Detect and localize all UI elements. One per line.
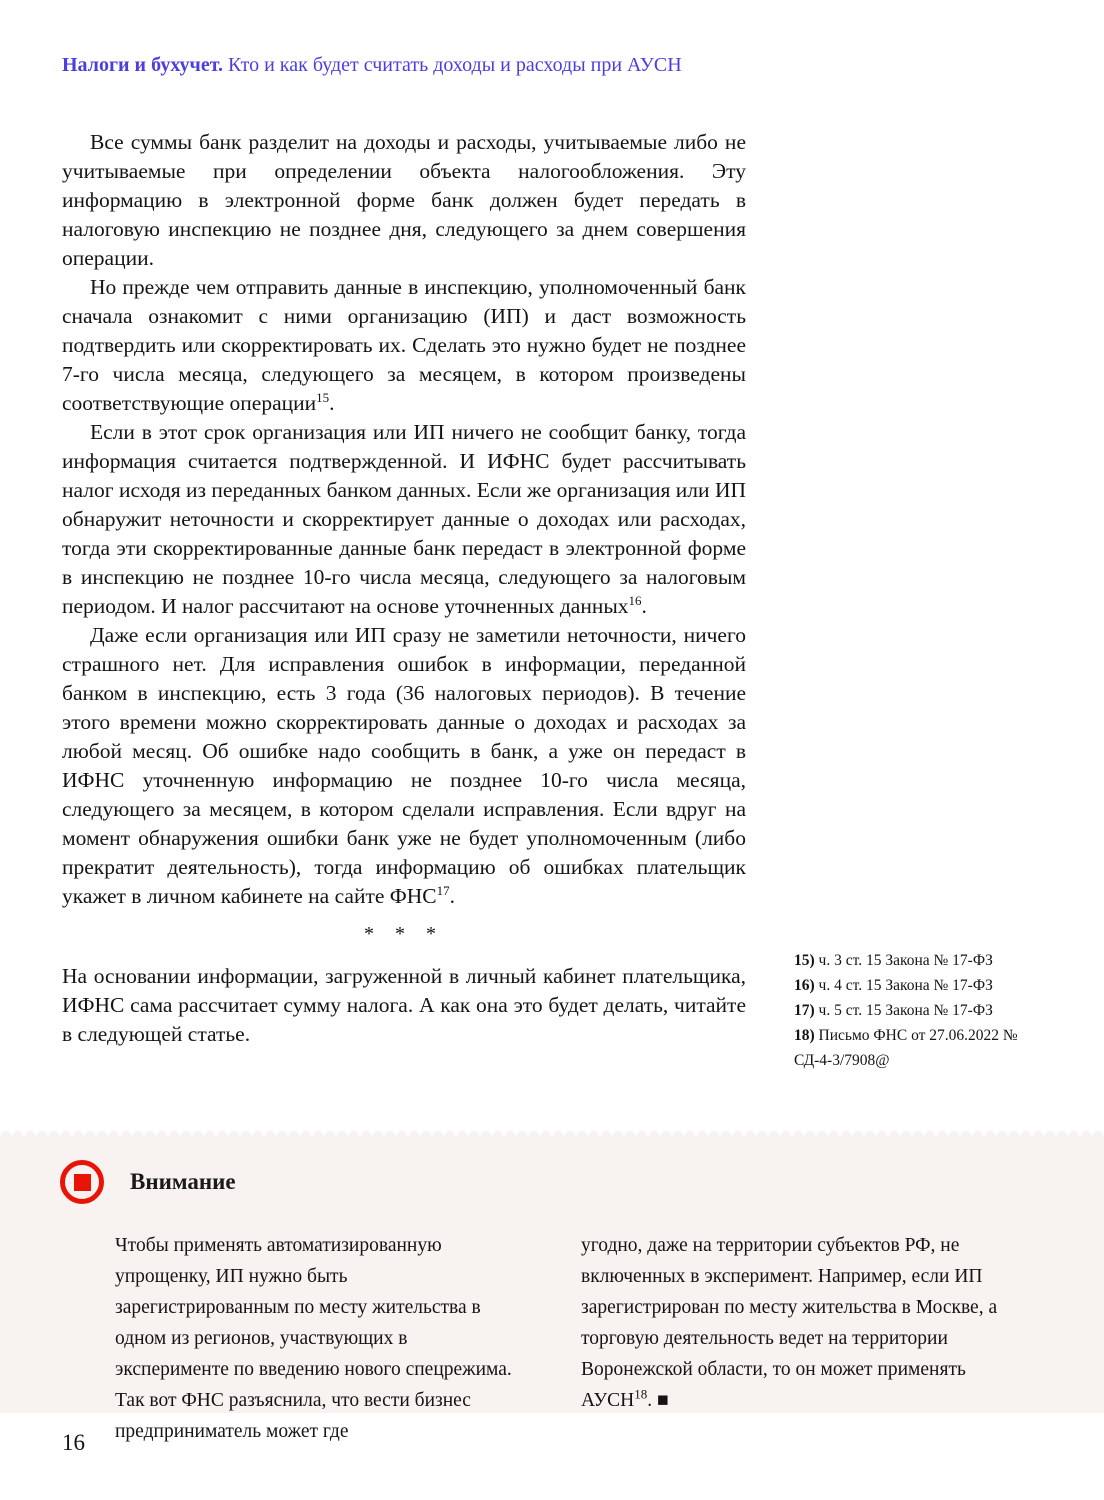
footnote-ref-17: 17 [436, 882, 450, 898]
footnote-text: ч. 5 ст. 15 Закона № 17-ФЗ [818, 1002, 993, 1019]
paragraph-text: Даже если организация или ИП сразу не заметили неточности, ничего страшного нет. Для исправления ошибок в информации, переданной банком в инспекцию, есть 3 года (36 налоговых периодов). В течение этого времени можно скорректировать данные о доходах и расходах за любой месяц. Об ошибке надо сообщить в банк, а уже он передаст в ИФНС уточненную информацию не позднее 10-го числа месяца, следующего за месяцем, в котором сделали исправления. Если вдруг на момент обнаружения ошибки банк уже не будет уполномоченным (либо прекратит деятельность), тогда информацию об ошибках плательщик укажет в личном кабинете на сайте ФНС [62, 623, 746, 908]
body-paragraph-3 [62, 418, 746, 621]
footnote-ref-18: 18 [634, 1386, 648, 1402]
article-title: Кто и как будет считать доходы и расходы при АУСН [228, 54, 682, 76]
footnote-text: ч. 3 ст. 15 Закона № 17-ФЗ [818, 952, 993, 969]
attention-text: угодно, даже на территории субъектов РФ, не включенных в эксперимент. Например, если ИП зарегистрирован по месту жительства в Москве, а торговую деятельность ведет на территории Воронежской области, то он может применять АУСН [581, 1235, 998, 1411]
page-number: 16 [62, 1430, 85, 1455]
attention-title: Внимание [130, 1169, 236, 1194]
footnote-number: 16) [794, 977, 815, 994]
body-paragraph-1 [62, 128, 746, 273]
footnote-number: 18) [794, 1027, 815, 1044]
footnote-item-18 [794, 1023, 1036, 1073]
footnote-number: 15) [794, 952, 815, 969]
attention-columns [0, 1204, 1104, 1447]
footnote-item-17 [794, 998, 1036, 1023]
footnote-ref-16: 16 [628, 592, 642, 608]
attention-column-right [581, 1230, 1023, 1447]
page-header-rubric [62, 52, 682, 78]
section-separator: * * * [364, 923, 444, 945]
attention-icon [60, 1160, 104, 1204]
body-paragraph-4 [62, 621, 746, 911]
attention-header [0, 1136, 1104, 1204]
paragraph-end: . [641, 594, 647, 618]
footnote-item-15 [794, 948, 1036, 973]
paragraph-text: Все суммы банк разделит на доходы и расходы, учитываемые либо не учитываемые при определении объекта налогообложения. Эту информацию в электронной форме банк должен будет передать в налоговую инспекцию не позднее дня, следующего за днем совершения операции. [62, 130, 746, 270]
footnote-item-16 [794, 973, 1036, 998]
article-end-marker: . ■ [647, 1390, 669, 1411]
attention-column-left: Чтобы применять автоматизированную упрощенку, ИП нужно быть зарегистрированным по месту жительства в одном из регионов, участвующих в эксперименте по введению нового спецрежима. Так вот ФНС разъяснила, что вести бизнес предприниматель может где [115, 1235, 512, 1442]
body-paragraph-2 [62, 273, 746, 418]
footnote-text: Письмо ФНС от 27.06.2022 № СД-4-3/7908@ [794, 1027, 1018, 1069]
article-body [62, 128, 746, 1049]
closing-paragraph: На основании информации, загруженной в личный кабинет плательщика, ИФНС сама рассчитает сумму налога. А как она это будет делать, читайте в следующей статье. [62, 964, 746, 1046]
rubric-label: Налоги и бухучет. [62, 54, 224, 76]
attention-icon-square [74, 1174, 91, 1191]
paragraph-text: Если в этот срок организация или ИП ничего не сообщит банку, тогда информация считается подтвержденной. И ИФНС будет рассчитывать налог исходя из переданных банком данных. Если же организация или ИП обнаружит неточности и скорректирует данные о доходах или расходах, тогда эти скорректированные данные банк передаст в электронной форме в инспекцию не позднее 10-го числа месяца, следующего за налоговым периодом. И налог рассчитают на основе уточненных данных [62, 420, 746, 618]
attention-box [0, 1136, 1104, 1442]
footnote-text: ч. 4 ст. 15 Закона № 17-ФЗ [818, 977, 993, 994]
paragraph-text: Но прежде чем отправить данные в инспекцию, уполномоченный банк сначала ознакомит с ними организацию (ИП) и даст возможность подтвердить или скорректировать их. Сделать это нужно будет не позднее 7-го числа месяца, следующего за месяцем, в котором произведены соответствующие операции [62, 275, 746, 415]
footnote-ref-15: 15 [316, 389, 330, 405]
paragraph-end: . [449, 884, 455, 908]
footnotes-list [794, 948, 1036, 1073]
paragraph-end: . [329, 391, 335, 415]
footnote-number: 17) [794, 1002, 815, 1019]
